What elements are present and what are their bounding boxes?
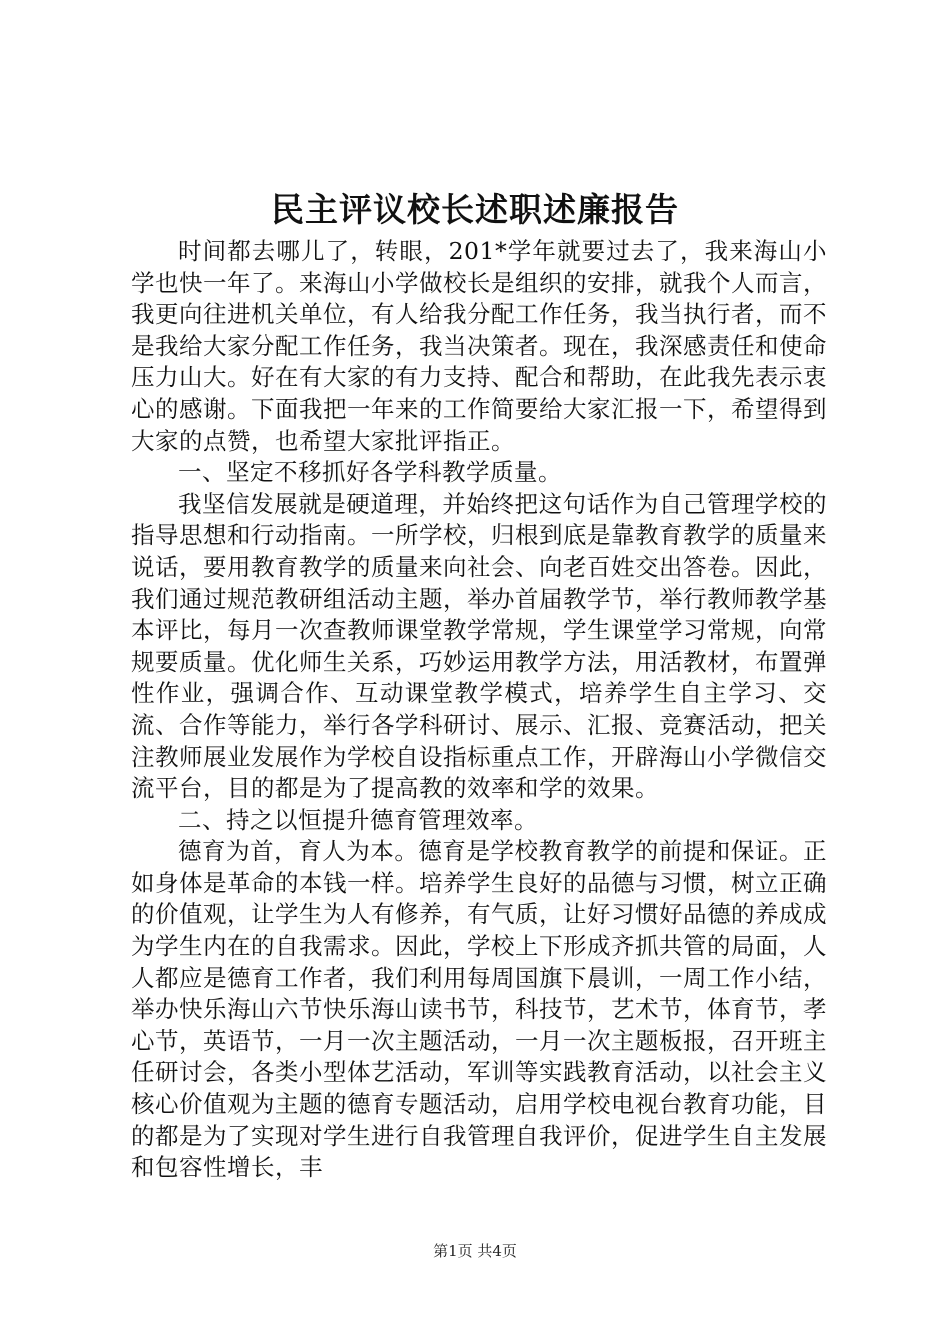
page-number-footer: 第1页 共4页 [433, 1242, 517, 1260]
section-heading-moral-education: 二、持之以恒提升德育管理效率。 [178, 805, 538, 834]
document-title: 民主评议校长述职述廉报告 [271, 190, 679, 229]
paragraph-intro: 时间都去哪儿了，转眼，201*学年就要过去了，我来海山小学也快一年了。来海山小学做校长是组织的安排，就我个人而言，我更向往进机关单位，有人给我分配工作任务，我当执行者，而不是我给大家分配工作任务，我当决策者。现在，我深感责任和使命压力山大。好在有大家的有力支持、配合和帮助，在此我先表示衷心的感谢。下面我把一年来的工作简要给大家汇报一下，希望得到大家的点赞，也希望大家批评指正。 [131, 237, 827, 455]
document-body [131, 236, 827, 1184]
section-heading-teaching-quality: 一、坚定不移抓好各学科教学质量。 [178, 458, 562, 487]
paragraph-teaching-quality: 我坚信发展就是硬道理，并始终把这句话作为自己管理学校的指导思想和行动指南。一所学校，归根到底是靠教育教学的质量来说话，要用教育教学的质量来向社会、向老百姓交出答卷。因此，我们通过规范教研组活动主题，举办首届教学节，举行教师教学基本评比，每月一次查教师课堂教学常规，学生课堂学习常规，向常规要质量。优化师生关系，巧妙运用教学方法，用活教材，布置弹性作业，强调合作、互动课堂教学模式，培养学生自主学习、交流、合作等能力，举行各学科研讨、展示、汇报、竞赛活动，把关注教师展业发展作为学校自设指标重点工作，开辟海山小学微信交流平台，目的都是为了提高教的效率和学的效果。 [131, 489, 827, 803]
paragraph-moral-education: 德育为首，育人为本。德育是学校教育教学的前提和保证。正如身体是革命的本钱一样。培养学生良好的品德与习惯，树立正确的价值观，让学生为人有修养，有气质，让好习惯好品德的养成成为学生内在的自我需求。因此，学校上下形成齐抓共管的局面，人人都应是德育工作者，我们利用每周国旗下晨训，一周工作小结，举办快乐海山六节快乐海山读书节，科技节，艺术节，体育节，孝心节，英语节，一月一次主题活动，一月一次主题板报，召开班主任研讨会，各类小型体艺活动，军训等实践教育活动，以社会主义核心价值观为主题的德育专题活动，启用学校电视台教育功能，目的都是为了实现对学生进行自我管理自我评价，促进学生自主发展和包容性增长，丰 [131, 837, 827, 1182]
